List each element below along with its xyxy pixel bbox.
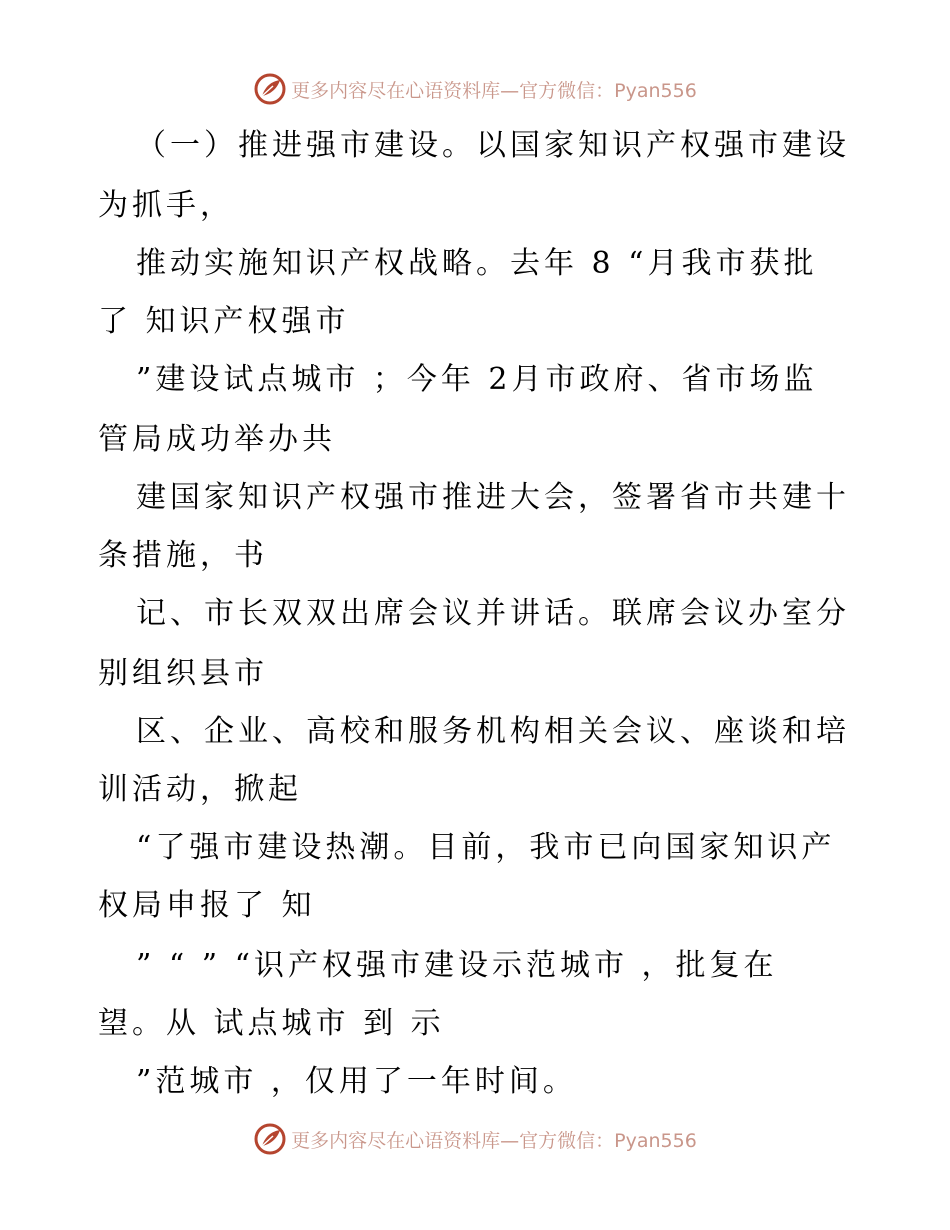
paragraph-line: 记、市长双双出席会议并讲话。联席会议办室分: [136, 596, 850, 631]
paragraph-line: 建国家知识产权强市推进大会，签署省市共建十: [136, 480, 850, 515]
header-watermark: [0, 72, 950, 106]
paragraph-line: 为抓手，: [98, 188, 234, 223]
leaf-pen-logo-icon: [253, 1122, 287, 1156]
paragraph-line: ”范城市 ，仅用了一年时间。: [136, 1064, 577, 1099]
paragraph-line: 条措施，书: [98, 538, 268, 573]
watermark-group: [253, 72, 697, 106]
paragraph-line: 推动实施知识产权战略。去年 8 “月我市获批: [136, 246, 818, 281]
watermark-group: [253, 1122, 697, 1156]
leaf-pen-logo-icon: [253, 72, 287, 106]
paragraph-line: “了强市建设热潮。目前，我市已向国家知识产: [136, 830, 836, 865]
paragraph-line: ”建设试点城市 ；今年 2月市政府、省市场监: [136, 362, 818, 397]
paragraph-line: ” “ ” “识产权强市建设示范城市 ，批复在: [136, 948, 778, 983]
footer-watermark: [0, 1122, 950, 1156]
paragraph-line: 别组织县市: [98, 656, 268, 691]
paragraph-line: 区、企业、高校和服务机构相关会议、座谈和培: [136, 714, 850, 749]
paragraph-line: 训活动，掀起: [98, 772, 302, 807]
paragraph-line: 望。从 试点城市 到 示: [98, 1006, 445, 1041]
paragraph-line: 权局申报了 知: [98, 888, 316, 923]
watermark-text: 更多内容尽在心语资料库—官方微信：Pyan556: [291, 1129, 697, 1152]
watermark-text: 更多内容尽在心语资料库—官方微信：Pyan556: [291, 79, 697, 102]
paragraph-line: （一）推进强市建设。以国家知识产权强市建设: [136, 128, 850, 163]
paragraph-line: 了 知识产权强市: [98, 304, 350, 339]
paragraph-line: 管局成功举办共: [98, 422, 336, 457]
